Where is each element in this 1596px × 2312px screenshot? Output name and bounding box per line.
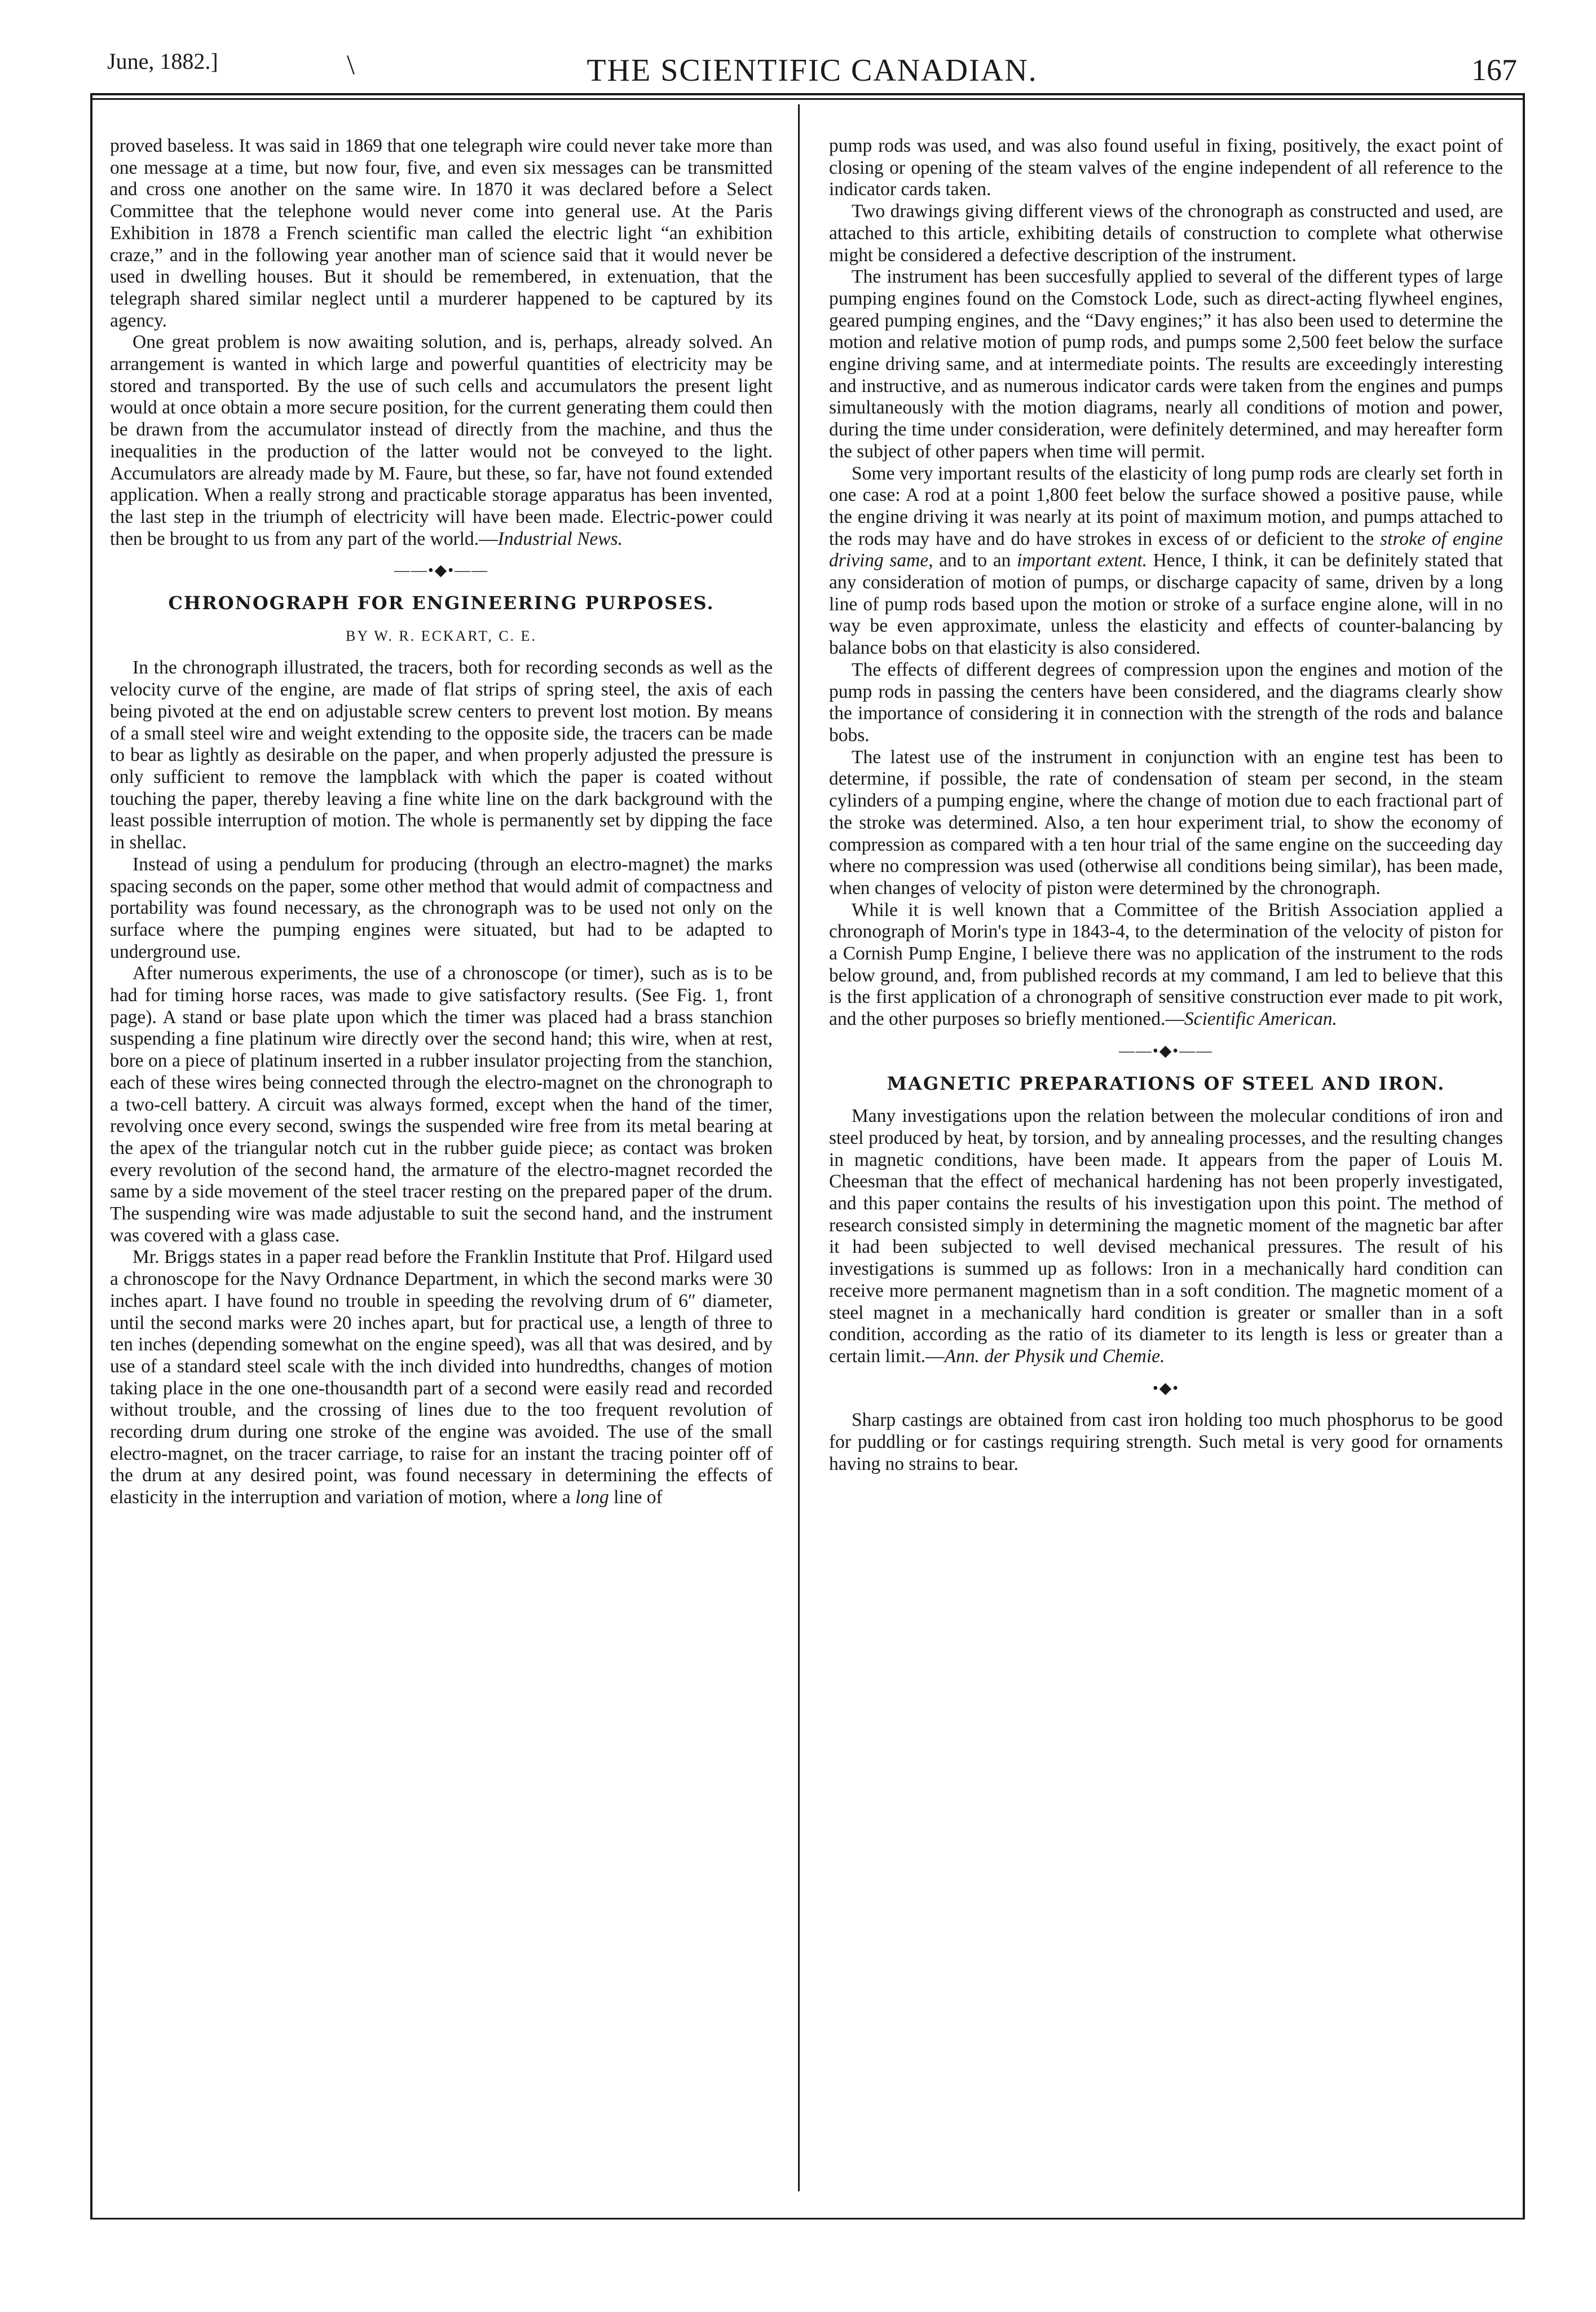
left-column <box>110 135 773 2205</box>
paragraph: proved baseless. It was said in 1869 that one telegraph wire could never take more than one message at a time, but now four, five, and even six messages can be transmitted and cross one another on the same wire. In 1870 it was declared before a Select Committee that the telephone would never come into general use. At the Paris Exhibition in 1878 a French scientific man called the electric light “an exhibition craze,” and in the following year another man of science said that it would never be used in dwelling houses. But it should be remembered, in extenuation, that the telegraph shared similar neglect until a murderer happened to be captured by its agency. <box>110 135 773 331</box>
paragraph: Mr. Briggs states in a paper read before the Franklin Institute that Prof. Hilgard used a chronoscope for the Navy Ordnance Department, in which the second marks were 30 inches apart. I have found no trouble in speeding the revolving drum of 6″ diameter, until the second marks were 20 inches apart, but for practical use, a length of three to ten inches (depending somewhat on the engine speed), was all that was desired, and by use of a standard steel scale with the inch divided into hundredths, changes of motion taking place in the one one-thousandth part of a second were easily read and recorded without trouble, and the crossing of lines due to the too frequent revolution of recording drum during one stroke of the engine was avoided. The use of the small electro-magnet, on the tracer carriage, to raise for an instant the tracing pointer off of the drum at any desired point, was found necessary in determining the effects of elasticity in the interruption and variation of motion, where a long line of <box>110 1247 773 1508</box>
right-column <box>829 135 1503 2205</box>
margin-mark: \ <box>347 49 355 80</box>
paragraph: The latest use of the instrument in conjunction with an engine test has been to determine, if possible, the rate of condensation of steam per second, in the steam cylinders of a pumping engine, where the change of motion due to each fractional part of the stroke was determined. Also, a ten hour experiment trial, to show the economy of compression as compared with a ten hour trial of the same engine on the succeeding day where no compression was used (otherwise all conditions being similar), has been made, when changes of velocity of piston were determined by the chronograph. <box>829 746 1503 899</box>
paragraph: After numerous experiments, the use of a chronoscope (or timer), such as is to be had for timing horse races, was made to give satisfactory results. (See Fig. 1, front page). A stand or base plate upon which the timer was placed had a brass stanchion suspending a fine platinum wire directly over the second hand; this wire, when at rest, bore on a piece of platinum inserted in a rubber insulator projecting from the stanchion, each of these wires being connected through the electro-magnet on the chronograph to a two-cell battery. A circuit was always formed, except when the hand of the timer, revolving once every second, swings the suspended wire free from its metal bearing at the apex of the triangular notch cut in the rubber guide piece; as contact was broken every revolution of the second hand, the armature of the electro-magnet recorded the same by a side movement of the steel tracer resting on the prepared paper of the drum. The suspending wire was made adjustable to suit the second hand, and the instrument was covered with a glass case. <box>110 963 773 1246</box>
top-rule <box>90 93 1523 100</box>
section-divider: ——•◆•—— <box>394 562 489 580</box>
issue-date: June, 1882.] <box>107 49 218 74</box>
source-citation: Industrial News. <box>497 528 623 549</box>
paragraph: One great problem is now awaiting solution, and is, perhaps, already solved. An arrangement is wanted in which large and powerful quantities of electricity may be stored and transported. By the use of such cells and accumulators the present light would at once obtain a more secure position, for the current generating them could then be drawn from the accumulator instead of directly from the machine, and thus the inequalities in the production of the latter would not be conveyed to the light. Accumulators are already made by M. Faure, but these, so far, have not found extended application. When a really strong and practicable storage apparatus has been invented, the last step in the triumph of electricity will have been made. Electric-power could then be brought to us from any part of the world.—Industrial News. <box>110 332 773 549</box>
publication-title: THE SCIENTIFIC CANADIAN. <box>587 53 1038 88</box>
bottom-border <box>90 2218 1525 2219</box>
paragraph: Instead of using a pendulum for producing (through an electro-magnet) the marks spacing seconds on the paper, some other method that would admit of compactness and portability was found necessary, as the chronograph was to be used not only on the surface where the pumping engines were situated, but had to be adapted to underground use. <box>110 853 773 962</box>
paragraph: Some very important results of the elasticity of long pump rods are clearly set forth in one case: A rod at a point 1,800 feet below the surface showed a positive pause, while the engine driving it was nearly at its point of maximum motion, and pumps attached to the rods may have and do have strokes in excess of or deficient to the stroke of engine driving same, and to an important extent. Hence, I think, it can be definitely stated that any consideration of motion of pumps, or discharge capacity of same, driven by a long line of pump rods based upon the motion or stroke of a surface engine alone, will in no way be even approximate, unless the elasticity and effects of counter-balancing by balance bobs on that elasticity is also considered. <box>829 463 1503 659</box>
column-divider <box>798 104 800 2191</box>
left-border <box>90 93 92 2219</box>
right-border <box>1523 93 1525 2219</box>
section-divider: •◆• <box>1152 1379 1180 1397</box>
paragraph: In the chronograph illustrated, the tracers, both for recording seconds as well as the velocity curve of the engine, are made of flat strips of spring steel, the axis of each being pivoted at the end on adjustable screw centers to prevent lost motion. By means of a small steel wire and weight extending to the opposite side, the tracers can be made to bear as lightly as desirable on the paper, and when properly adjusted the pressure is only sufficient to remove the lampblack with which the paper is coated without touching the paper, thereby leaving a fine white line on the dark background with the least possible interruption of motion. The whole is permanently set by dipping the face in shellac. <box>110 657 773 853</box>
paragraph: The instrument has been succesfully applied to several of the different types of large pumping engines found on the Comstock Lode, such as direct-acting flywheel engines, geared pumping engines, and the “Davy engines;” it has also been used to determine the motion and relative motion of pump rods, and pumps some 2,500 feet below the surface engine driving same, and at intermediate points. The results are exceedingly interesting and instructive, and as numerous indicator cards were taken from the engines and pumps simultaneously with the motion diagrams, nearly all conditions of motion and power, during the time under consideration, were definitely determined, and may hereafter form the subject of other papers when time will permit. <box>829 266 1503 462</box>
article-byline: BY W. R. ECKART, C. E. <box>346 627 537 644</box>
paragraph: pump rods was used, and was also found useful in fixing, positively, the exact point of closing or opening of the steam valves of the engine independent of all reference to the indicator cards taken. <box>829 135 1503 200</box>
paragraph: The effects of different degrees of compression upon the engines and motion of the pump rods in passing the centers have been considered, and the diagrams clearly show the importance of considering it in connection with the strength of the rods and balance bobs. <box>829 659 1503 746</box>
section-divider: ——•◆•—— <box>1118 1042 1214 1060</box>
paragraph: Sharp castings are obtained from cast iron holding too much phosphorus to be good for puddling or for castings requiring strength. Such metal is very good for ornaments having no strains to bear. <box>829 1410 1503 1474</box>
paragraph: Many investigations upon the relation between the molecular conditions of iron and steel produced by heat, by torsion, and by annealing processes, and the resulting changes in magnetic conditions, have been made. It appears from the paper of Louis M. Cheesman that the effect of mechanical hardening has not been properly investigated, and this paper contains the results of his investigation upon this point. The method of research consisted simply in determining the magnetic moment of the magnetic bar after it had been subjected to well devised mechanical pressures. The result of his investigations is summed up as follows: Iron in a mechanically hard condition can receive more permanent magnetism than in a soft condition. The magnetic moment of a steel magnet in a mechanically hard condition is greater or smaller than in a soft condition, according as the ratio of its diameter to its length is less or greater than a certain limit.—Ann. der Physik und Chemie. <box>829 1106 1503 1367</box>
source-citation: Scientific American. <box>1184 1009 1337 1030</box>
page-number: 167 <box>1471 53 1517 87</box>
article-title: CHRONOGRAPH FOR ENGINEERING PURPOSES. <box>168 592 715 614</box>
source-citation: Ann. der Physik und Chemie. <box>944 1345 1165 1367</box>
paragraph: Two drawings giving different views of the chronograph as constructed and used, are attached to this article, exhibiting details of construction to complete what otherwise might be considered a defective description of the instrument. <box>829 201 1503 266</box>
page-header <box>107 48 1517 110</box>
paragraph: While it is well known that a Committee of the British Association applied a chronograph of Morin's type in 1843-4, to the determination of the velocity of piston for a Cornish Pump Engine, I believe there was no application of the instrument to the rods below ground, and, from published records at my command, I am led to believe that this is the first application of a chronograph of sensitive construction ever made to pit work, and the other purposes so briefly mentioned.—Scientific American. <box>829 899 1503 1030</box>
article-title: MAGNETIC PREPARATIONS OF STEEL AND IRON. <box>887 1072 1445 1094</box>
